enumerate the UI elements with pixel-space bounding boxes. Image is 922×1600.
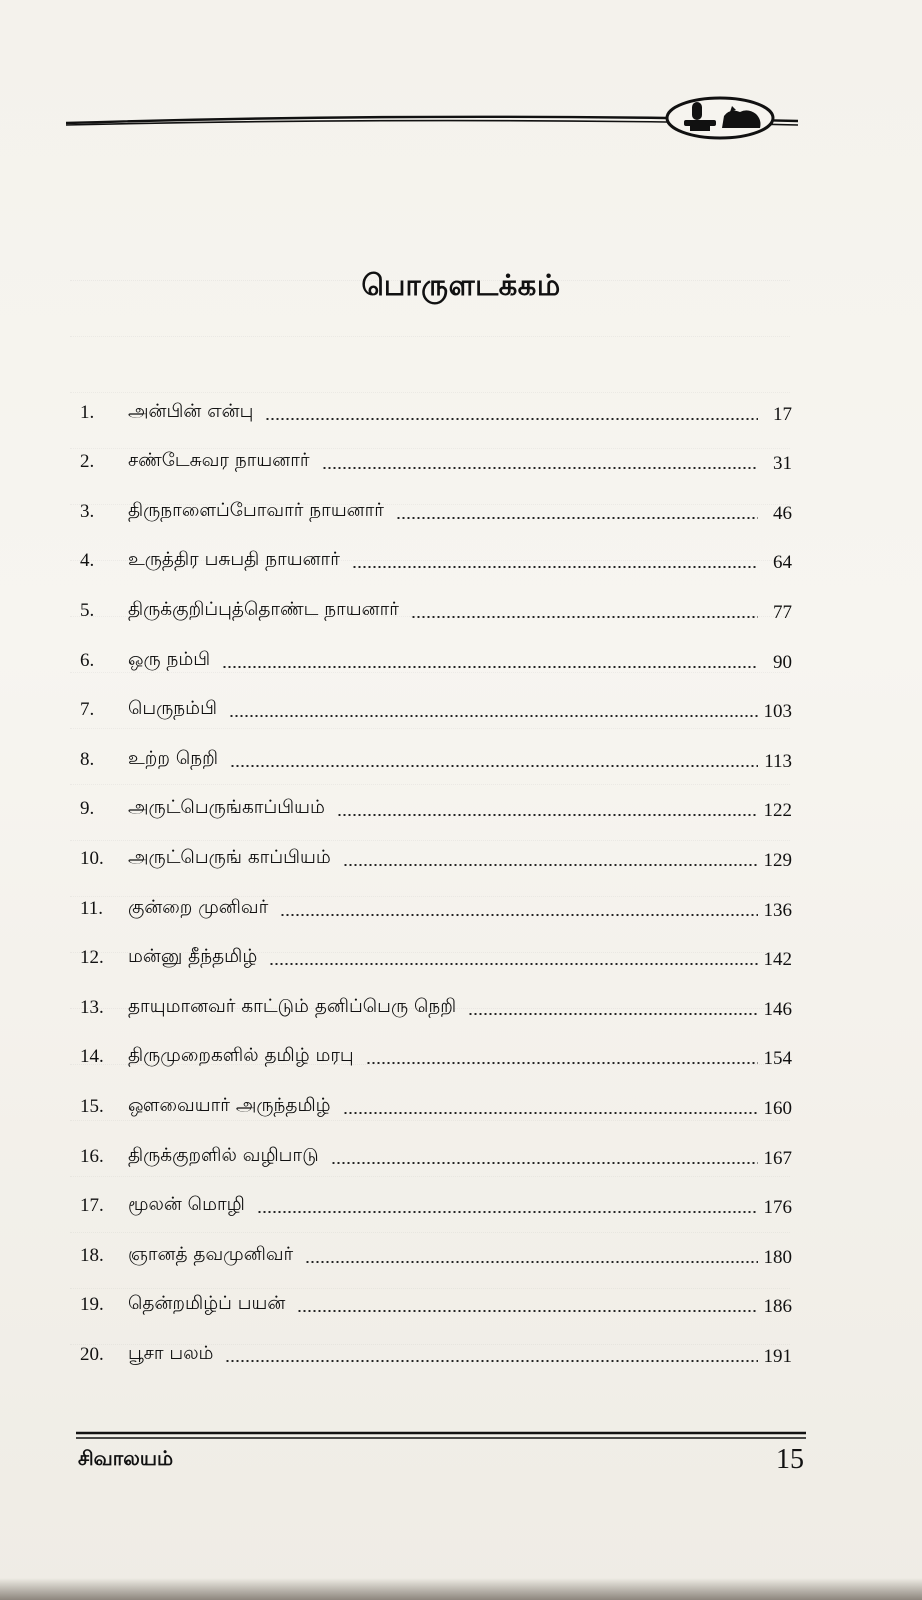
toc-entry-number: 10. [80, 847, 104, 869]
toc-entry-title: பெருநம்பி [128, 698, 217, 720]
toc-entry [80, 1223, 792, 1273]
toc-leader-dots [225, 1360, 758, 1362]
footer-page-number: 15 [776, 1444, 804, 1475]
toc-entry-number: 18. [80, 1244, 104, 1266]
toc-leader-dots [322, 467, 758, 469]
toc-entry-number: 9. [80, 798, 95, 820]
toc-entry [80, 975, 792, 1025]
toc-entry-number: 2. [80, 451, 95, 473]
toc-entry-page: 142 [763, 949, 792, 971]
toc-entry [80, 430, 792, 480]
toc-leader-dots [269, 963, 758, 965]
toc-entry [80, 777, 792, 827]
toc-entry-title: திருக்குறளில் வழிபாடு [128, 1144, 319, 1166]
toc-entry-page: 186 [763, 1296, 792, 1318]
toc-leader-dots [229, 715, 758, 717]
toc-entry-title: ஔவையார் அருந்தமிழ் [128, 1094, 331, 1116]
toc-entry-title: திருக்குறிப்புத்தொண்ட நாயனார் [128, 598, 399, 620]
toc-leader-dots [366, 1062, 758, 1064]
toc-entry-number: 13. [80, 996, 104, 1018]
toc-entry-title: உருத்திர பசுபதி நாயனார் [128, 549, 340, 571]
toc-entry-page: 90 [773, 651, 792, 673]
toc-entry-page: 136 [763, 899, 792, 921]
toc-leader-dots [343, 864, 758, 866]
toc-entry-title: மன்னு தீந்தமிழ் [128, 946, 258, 968]
toc-entry-page: 113 [764, 750, 792, 772]
toc-entry [80, 678, 792, 728]
toc-leader-dots [352, 566, 758, 568]
toc-entry-title: அருட்பெருங்காப்பியம் [128, 797, 325, 819]
toc-leader-dots [396, 517, 758, 519]
toc-entry [80, 1322, 792, 1372]
toc-entry-page: 154 [763, 1048, 792, 1070]
toc-entry [80, 826, 792, 876]
table-of-contents [80, 380, 792, 1372]
toc-entry [80, 628, 792, 678]
toc-entry-page: 180 [763, 1246, 792, 1268]
toc-entry [80, 479, 792, 529]
toc-leader-dots [265, 418, 758, 420]
toc-entry-number: 1. [80, 401, 95, 423]
page-title: பொருளடக்கம் [361, 268, 561, 302]
toc-entry [80, 1074, 792, 1124]
toc-entry-title: ஒரு நம்பி [128, 648, 211, 670]
toc-entry-title: ஞானத் தவமுனிவர் [128, 1243, 294, 1265]
toc-entry-number: 19. [80, 1294, 104, 1316]
toc-entry-page: 122 [763, 800, 792, 822]
toc-entry [80, 1273, 792, 1323]
toc-entry-page: 167 [763, 1147, 792, 1169]
toc-leader-dots [257, 1211, 758, 1213]
toc-entry-number: 16. [80, 1145, 104, 1167]
toc-leader-dots [297, 1310, 758, 1312]
toc-entry-number: 11. [80, 897, 104, 919]
toc-entry-page: 64 [773, 552, 792, 574]
footer-rule [76, 1430, 806, 1440]
toc-entry-title: குன்றை முனிவர் [128, 896, 269, 918]
toc-entry-page: 31 [773, 453, 792, 475]
toc-entry-number: 14. [80, 1046, 104, 1068]
toc-entry-number: 6. [80, 649, 95, 671]
toc-entry [80, 926, 792, 976]
toc-entry-number: 7. [80, 699, 95, 721]
toc-entry [80, 578, 792, 628]
toc-entry [80, 876, 792, 926]
toc-leader-dots [280, 914, 758, 916]
toc-leader-dots [468, 1013, 758, 1015]
toc-leader-dots [305, 1261, 758, 1263]
toc-entry-title: பூசா பலம் [128, 1342, 214, 1364]
toc-entry-title: தென்றமிழ்ப் பயன் [128, 1293, 286, 1315]
toc-entry-title: அருட்பெருங் காப்பியம் [128, 846, 331, 868]
footer-book-title: சிவாலயம் [78, 1446, 174, 1470]
shiva-linga-nandi-logo-icon [664, 94, 776, 140]
toc-entry-number: 4. [80, 550, 95, 572]
toc-entry-page: 103 [763, 701, 792, 723]
toc-entry-number: 3. [80, 500, 95, 522]
toc-leader-dots [230, 765, 758, 767]
toc-entry-title: மூலன் மொழி [128, 1194, 245, 1216]
toc-entry-title: உற்ற நெறி [128, 747, 219, 769]
toc-leader-dots [411, 616, 758, 618]
toc-entry-number: 15. [80, 1095, 104, 1117]
toc-leader-dots [337, 814, 758, 816]
toc-entry-page: 146 [763, 998, 792, 1020]
toc-entry-page: 77 [773, 601, 792, 623]
toc-entry-page: 191 [763, 1345, 792, 1367]
toc-entry-title: தாயுமானவர் காட்டும் தனிப்பெரு நெறி [128, 995, 457, 1017]
page-edge-shadow [0, 1578, 922, 1600]
toc-entry [80, 529, 792, 579]
toc-entry-title: திருநாளைப்போவார் நாயனார் [128, 499, 384, 521]
toc-entry [80, 727, 792, 777]
toc-entry-page: 17 [773, 403, 792, 425]
toc-entry [80, 1025, 792, 1075]
toc-entry-title: அன்பின் என்பு [128, 400, 254, 422]
toc-entry-page: 129 [763, 849, 792, 871]
toc-entry-number: 5. [80, 599, 95, 621]
toc-leader-dots [331, 1162, 758, 1164]
toc-entry [80, 1124, 792, 1174]
toc-entry-number: 20. [80, 1343, 104, 1365]
toc-entry-number: 12. [80, 947, 104, 969]
toc-entry-page: 176 [763, 1197, 792, 1219]
toc-leader-dots [343, 1112, 758, 1114]
toc-entry [80, 1174, 792, 1224]
toc-leader-dots [222, 666, 758, 668]
toc-entry-title: திருமுறைகளில் தமிழ் மரபு [128, 1045, 354, 1067]
toc-entry-title: சண்டேசுவர நாயனார் [128, 450, 310, 472]
toc-entry-page: 46 [773, 502, 792, 524]
toc-entry [80, 380, 792, 430]
toc-entry-number: 8. [80, 748, 95, 770]
toc-entry-number: 17. [80, 1195, 104, 1217]
toc-entry-page: 160 [763, 1097, 792, 1119]
